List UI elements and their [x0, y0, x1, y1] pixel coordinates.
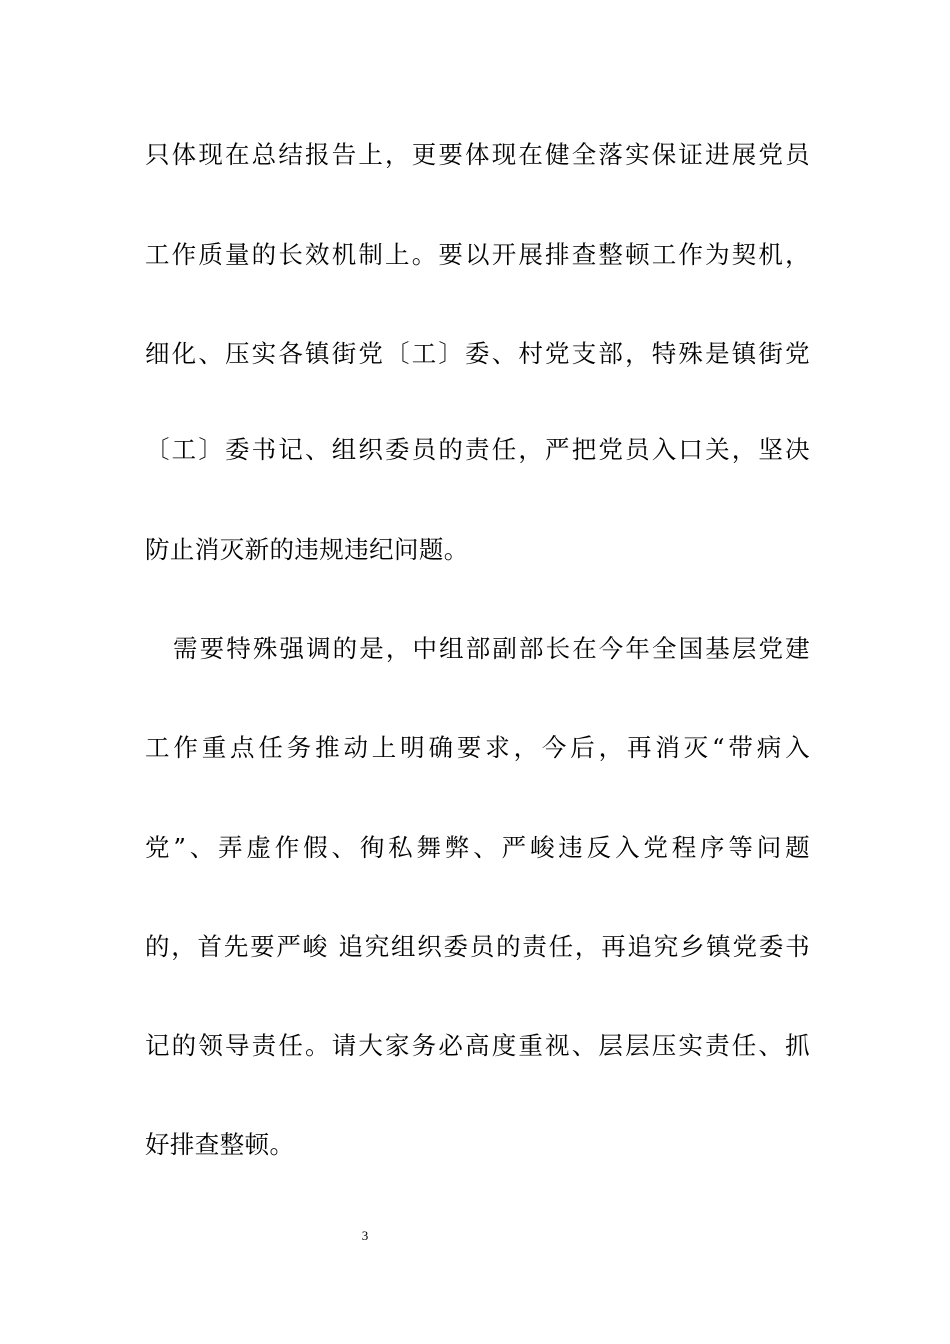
- paragraph-line: 细化、压实各镇街党〔工〕委、村党支部，特殊是镇街党: [145, 339, 810, 368]
- paragraph-line: 记的领导责任。请大家务必高度重视、层层压实责任、抓: [145, 1031, 810, 1060]
- paragraph-line: 好排查整顿。: [145, 1130, 295, 1159]
- paragraph-line: 防止消灭新的违规违纪问题。: [145, 535, 469, 564]
- paragraph-line: 只体现在总结报告上，更要体现在健全落实保证进展党员: [145, 140, 810, 169]
- page-number: 3: [361, 1228, 369, 1243]
- paragraph-line: 的，首先要严峻 追究组织委员的责任，再追究乡镇党委书: [145, 932, 810, 961]
- paragraph-line: 工作质量的长效机制上。要以开展排查整顿工作为契机，: [145, 240, 810, 269]
- paragraph-line: 党”、弄虚作假、徇私舞弊、严峻违反入党程序等问题: [145, 833, 810, 862]
- paragraph-line: 工作重点任务推动上明确要求，今后，再消灭“带病入: [145, 733, 810, 762]
- paragraph-line: 〔工〕委书记、组织委员的责任，严把党员入口关，坚决: [145, 435, 810, 464]
- paragraph-line: 需要特殊强调的是，中组部副部长在今年全国基层党建: [173, 634, 810, 663]
